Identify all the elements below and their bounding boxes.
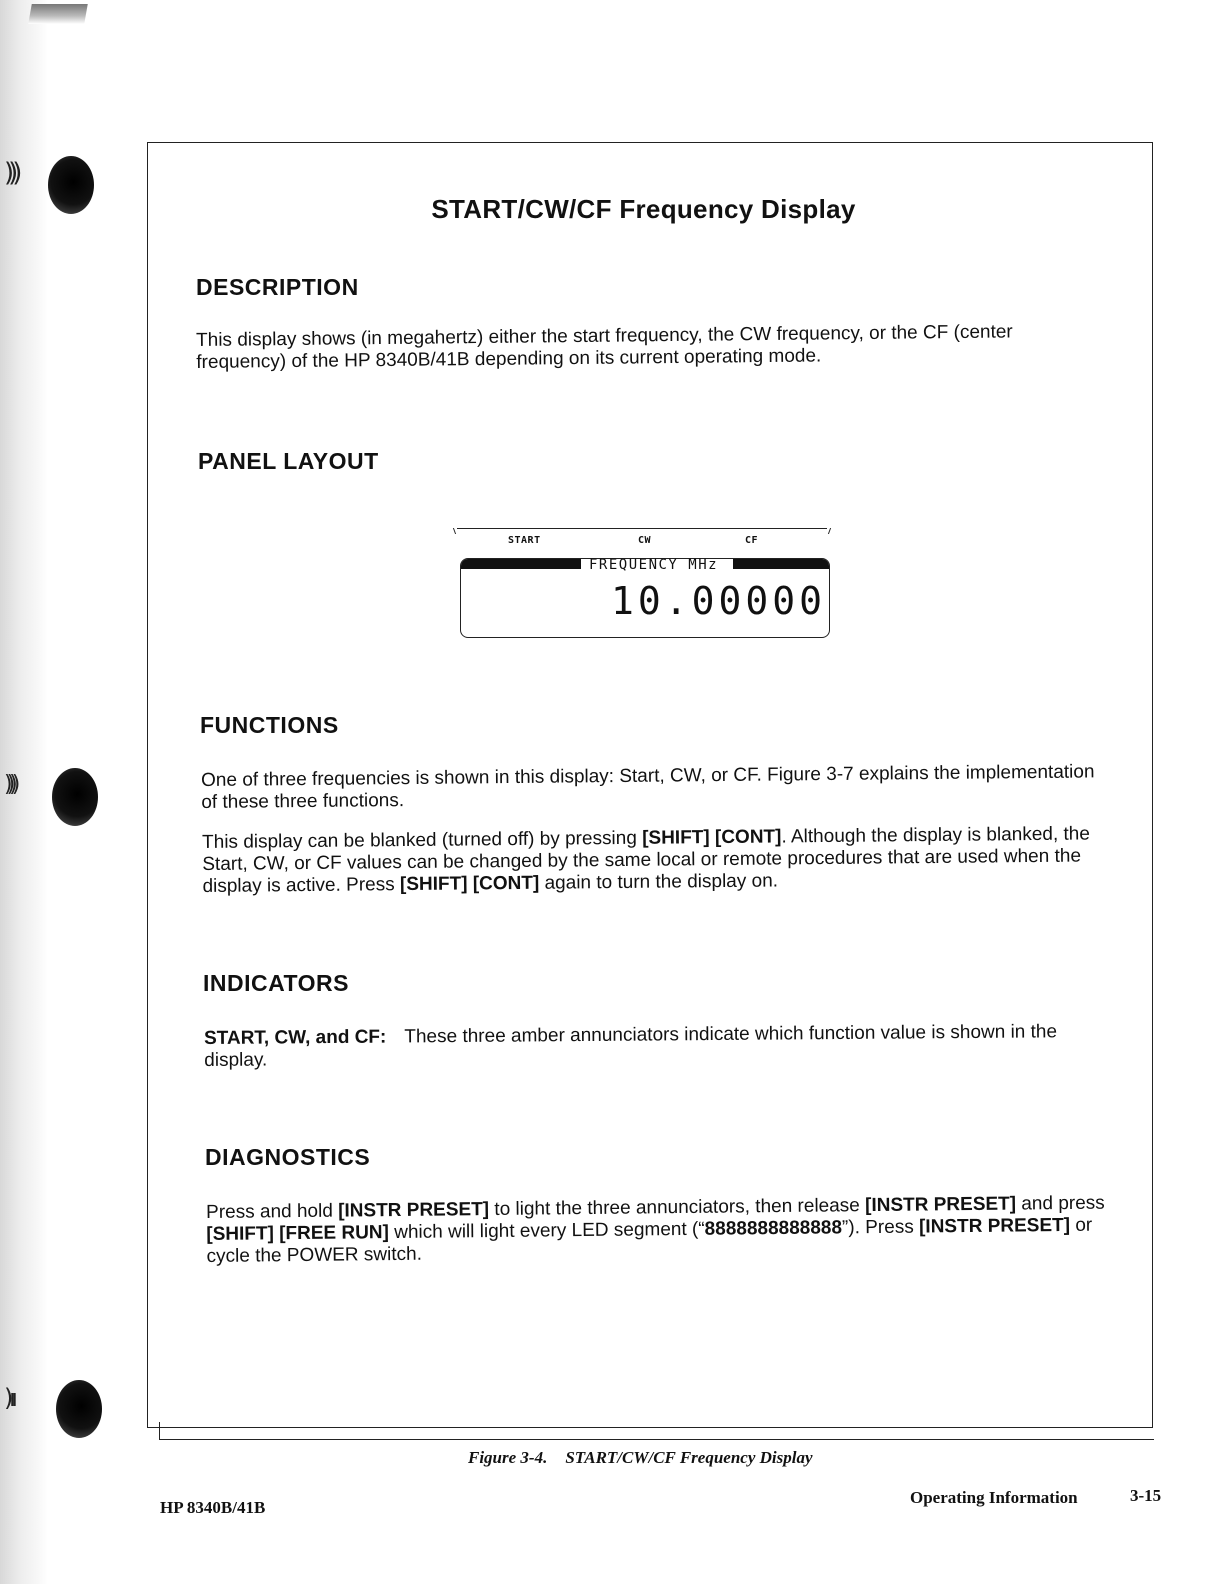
diagnostics-text: [206, 1193, 1107, 1268]
binder-ring-mark: ))): [4, 158, 17, 188]
key-instr-preset: [INSTR PRESET]: [918, 1214, 1071, 1238]
display-bar-right: [733, 559, 829, 569]
text-run: . Although the display is blanked, the Start, CW, or CF values can be changed by the same local or remote procedures that are used when the display is active. Press: [202, 823, 1090, 897]
punch-hole: [52, 768, 98, 826]
footer-page-number: 3-15: [1130, 1486, 1162, 1505]
annunciator-cf: CF: [745, 535, 759, 546]
binder-clip: [28, 4, 88, 24]
page-title: START/CW/CF Frequency Display: [431, 194, 856, 224]
indicators-label: START, CW, and CF:: [204, 1026, 387, 1049]
text-run: to light the three annunciators, then release: [488, 1195, 866, 1221]
indicators-text: [204, 1021, 1104, 1072]
key-instr-preset: [INSTR PRESET]: [864, 1193, 1017, 1217]
text-run: This display can be blanked (turned off) by pressing: [202, 827, 643, 853]
text-run: ”). Press: [841, 1216, 920, 1239]
figure-number: Figure 3-4.: [468, 1448, 548, 1467]
punch-hole: [56, 1380, 102, 1438]
led-display: [460, 558, 830, 638]
display-bar-left: [461, 559, 581, 569]
figure-frame-edge: [159, 1422, 160, 1440]
figure-caption-text: START/CW/CF Frequency Display: [565, 1448, 813, 1467]
footer-model: HP 8340B/41B: [160, 1498, 266, 1517]
text-run: or cycle the POWER switch.: [206, 1214, 1093, 1267]
panel-layout-heading: PANEL LAYOUT: [198, 448, 379, 474]
binder-ring-mark: ) ı ı: [4, 1384, 12, 1412]
text-run: and press: [1015, 1192, 1105, 1215]
frequency-display-panel: [455, 526, 835, 646]
key-shift-cont: [SHIFT] [CONT]: [399, 872, 540, 896]
text-run: which will light every LED segment (“: [388, 1218, 705, 1244]
description-heading: DESCRIPTION: [196, 274, 359, 300]
figure-caption: [468, 1448, 813, 1468]
key-shift-free-run: [SHIFT] [FREE RUN]: [206, 1222, 390, 1245]
text-run: again to turn the display on.: [539, 870, 779, 894]
display-value: 10.00000: [611, 579, 827, 623]
description-text: This display shows (in megahertz) either the start frequency, the CW frequency, or the CF (center frequency) of the HP 8340B/41B depending on its current operating mode.: [196, 321, 1013, 373]
annunciator-cw: CW: [638, 535, 652, 546]
key-shift-cont: [SHIFT] [CONT]: [642, 826, 782, 849]
text-run: Press and hold: [206, 1200, 339, 1223]
functions-text-1: One of three frequencies is shown in this display: Start, CW, or CF. Figure 3-7 explains the implementation of these three functions.: [201, 761, 1095, 813]
functions-heading: FUNCTIONS: [200, 712, 339, 738]
annunciator-start: START: [508, 535, 541, 546]
display-unit-label: FREQUENCY MHz: [589, 557, 719, 573]
annunciator-bracket: [457, 528, 827, 535]
text-run: These three amber annunciators indicate which function value is shown in the display.: [204, 1021, 1058, 1071]
led-test-pattern: 8888888888888: [704, 1217, 843, 1240]
binder-ring-mark: )))): [4, 772, 15, 797]
figure-frame-bottom: [160, 1439, 1154, 1440]
key-instr-preset: [INSTR PRESET]: [338, 1199, 490, 1222]
footer-section: Operating Information: [910, 1488, 1078, 1507]
indicators-heading: INDICATORS: [203, 970, 349, 996]
diagnostics-heading: DIAGNOSTICS: [205, 1144, 371, 1170]
functions-text-2: [202, 823, 1103, 898]
